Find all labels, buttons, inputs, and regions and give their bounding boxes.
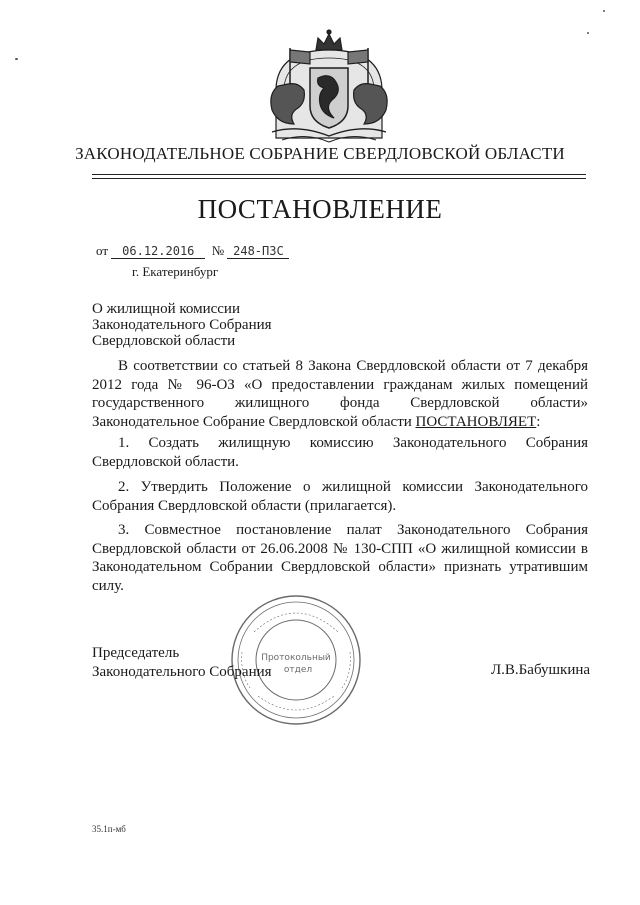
coat-of-arms-emblem [258,28,400,148]
registration-line [96,243,289,259]
preamble-text: В соответствии со статьей 8 Закона Свердловской области от 7 декабря 2012 года № 96-ОЗ «О предоставлении гражданам жилых помещений государственного жилищного фонда Свердловской области» Законодательное Собрание Свердловской области [92,358,588,430]
signatory-title-line: Законодательного Собрания [92,663,272,680]
signatory-title [92,644,272,681]
clause-2: 2. Утвердить Положение о жилищной комиссии Законодательного Собрания Свердловской области (прилагается). [92,479,588,514]
header-rule-thick [92,174,586,175]
footer-code: 35.1п-мб [92,824,126,834]
stamp-text-line-1: Протокольный [261,653,331,663]
preamble-colon: : [536,413,541,430]
signatory-title-line: Председатель [92,645,180,661]
city: г. Екатеринбург [132,264,219,279]
number-prefix: № [211,243,225,258]
clause-3: 3. Совместное постановление палат Законодательного Собрания Свердловской области от 26.06.2008 № 130-СПП «О жилищной комиссии в Законодательном Собрании Свердловской области» признать утратившим силу. [92,522,588,594]
document-title: ПОСТАНОВЛЕНИЕ [197,194,443,224]
scan-speck [603,10,605,12]
stamp-text-line-2: отдел [283,665,313,675]
organization-name: ЗАКОНОДАТЕЛЬНОЕ СОБРАНИЕ СВЕРДЛОВСКОЙ ОБЛАСТИ [75,144,565,163]
scan-speck [587,32,589,34]
header-rule-thin [92,178,586,179]
preamble-paragraph [92,357,588,431]
scan-speck [15,58,18,60]
document-subject [92,301,272,349]
resolves-keyword: ПОСТАНОВЛЯЕТ [415,413,537,430]
date-value: 06.12.2016 [111,244,205,259]
number-value: 248-ПЗС [227,244,289,259]
subject-line: Законодательного Собрания [92,317,272,333]
clause-1: 1. Создать жилищную комиссию Законодательного Собрания Свердловской области. [92,435,588,470]
subject-line: О жилищной комиссии [92,301,240,317]
signatory-name: Л.В.Бабушкина [491,662,591,678]
date-prefix: от [96,243,109,258]
subject-line: Свердловской области [92,333,236,349]
